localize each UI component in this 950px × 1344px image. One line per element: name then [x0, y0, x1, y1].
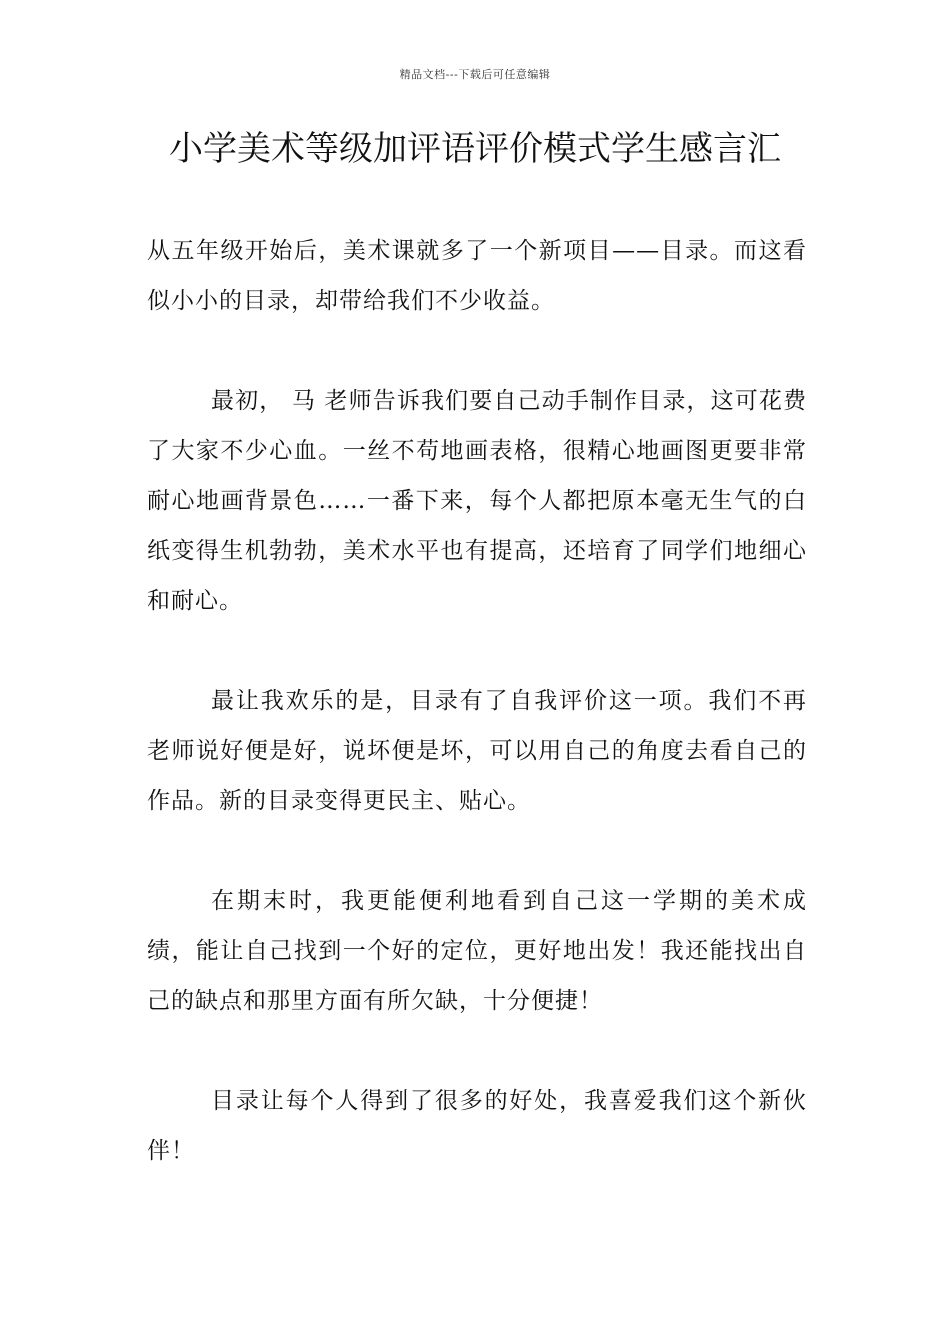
- header-note: 精品文档---下载后可任意编辑: [399, 68, 551, 81]
- paragraph-intro: 从五年级开始后，美术课就多了一个新项目——目录。而这看似小小的目录，却带给我们不少收益。: [147, 238, 807, 314]
- document-title: 小学美术等级加评语评价模式学生感言汇: [169, 129, 781, 169]
- paragraph-making-catalog: 最初， 马 老师告诉我们要自己动手制作目录，这可花费了大家不少心血。一丝不苟地画表格，很精心地画图更要非常耐心地画背景色……一番下来，每个人都把原本毫无生气的白纸变得生机勃勃，美术水平也有提高，还培育了同学们地细心和耐心。: [147, 388, 807, 614]
- document-body: [147, 226, 807, 1226]
- paragraph-conclusion: 目录让每个人得到了很多的好处，我喜爱我们这个新伙伴！: [147, 1088, 807, 1164]
- paragraph-self-evaluation: 最让我欢乐的是，目录有了自我评价这一项。我们不再老师说好便是好，说坏便是坏，可以用自己的角度去看自己的作品。新的目录变得更民主、贴心。: [147, 688, 807, 814]
- paragraph-semester-end: 在期末时，我更能便利地看到自己这一学期的美术成绩，能让自己找到一个好的定位，更好地出发！我还能找出自己的缺点和那里方面有所欠缺，十分便捷！: [147, 888, 807, 1014]
